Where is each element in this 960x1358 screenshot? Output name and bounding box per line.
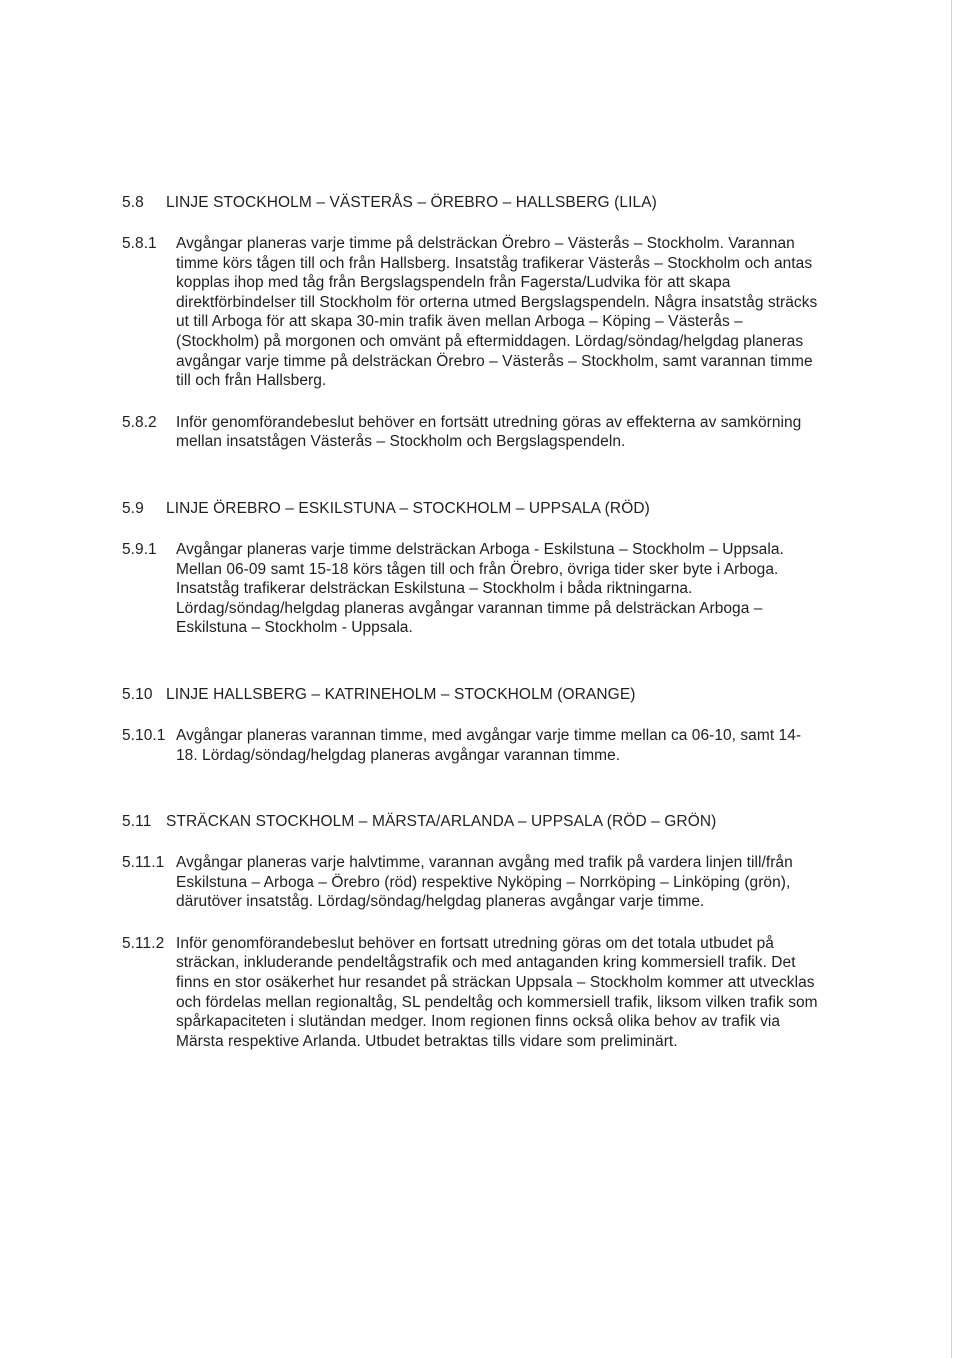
section-number: 5.11 bbox=[122, 813, 152, 831]
paragraph-number: 5.8.1 bbox=[122, 235, 157, 252]
paragraph-text: Inför genomförandebeslut behöver en fortsatt utredning göras om det totala utbudet på sträckan, inkluderande pendeltågstrafik och med antaganden kring kommersiell trafik. Det finns en stor osäkerhet hur resandet på sträckan Uppsala – Stockholm kommer att utvecklas och fördelas mellan regionaltåg, SL pendeltåg och kommersiell trafik, liksom vilken trafik som spårkapaciteten i slutändan medger. Inom regionen finns också olika behov av trafik via Märsta respektive Arlanda. Utbudet betraktas tills vidare som preliminärt. bbox=[176, 934, 818, 1050]
section-title: LINJE ÖREBRO – ESKILSTUNA – STOCKHOLM – UPPSALA (RÖD) bbox=[166, 499, 650, 517]
paragraph-number: 5.11.2 bbox=[122, 934, 165, 952]
page-edge-line bbox=[951, 0, 952, 1358]
section-heading-5-9 bbox=[122, 499, 822, 519]
section-title: LINJE STOCKHOLM – VÄSTERÅS – ÖREBRO – HALLSBERG (LILA) bbox=[166, 194, 657, 211]
paragraph-5-10-1 bbox=[122, 726, 822, 765]
paragraph-number: 5.10.1 bbox=[122, 726, 166, 744]
section-number: 5.8 bbox=[122, 194, 144, 211]
paragraph-number: 5.9.1 bbox=[122, 540, 157, 558]
paragraph-5-9-1 bbox=[122, 540, 822, 638]
paragraph-text: Avgångar planeras varannan timme, med avgångar varje timme mellan ca 06-10, samt 14-18. Lördag/söndag/helgdag planeras avgångar varannan timme. bbox=[176, 726, 802, 764]
section-heading-5-11 bbox=[122, 812, 822, 832]
paragraph-text: Avgångar planeras varje timme på delsträckan Örebro – Västerås – Stockholm. Varannan timme körs tågen till och från Hallsberg. Insatståg trafikerar Västerås – Stockholm och antas kopplas ihop med tåg från Bergslagspendeln från Fagersta/Ludvika för att skapa direktförbindelser till Stockholm för orterna utmed Bergslagspendeln. Några insatståg sträcks ut till Arboga för att skapa 30-min trafik även mellan Arboga – Köping – Västerås – (Stockholm) på morgonen och omvänt på eftermiddagen. Lördag/söndag/helgdag planeras avgångar varje timme på delsträckan Örebro – Västerås – Stockholm, samt varannan timme till och från Hallsberg. bbox=[176, 235, 818, 390]
document-body bbox=[122, 193, 822, 1051]
paragraph-5-11-2 bbox=[122, 934, 822, 1052]
section-number: 5.9 bbox=[122, 499, 144, 517]
section-title: LINJE HALLSBERG – KATRINEHOLM – STOCKHOLM (ORANGE) bbox=[166, 685, 636, 703]
paragraph-number: 5.11.1 bbox=[122, 854, 165, 872]
paragraph-5-8-1 bbox=[122, 234, 822, 391]
section-title: STRÄCKAN STOCKHOLM – MÄRSTA/ARLANDA – UPPSALA (RÖD – GRÖN) bbox=[166, 813, 717, 831]
paragraph-number: 5.8.2 bbox=[122, 413, 157, 431]
paragraph-text: Avgångar planeras varje timme delsträckan Arboga - Eskilstuna – Stockholm – Uppsala. Mellan 06-09 samt 15-18 körs tågen till och från Örebro, övriga tider sker byte i Arboga. Insatståg trafikerar delsträckan Eskilstuna – Stockholm i båda riktningarna. Lördag/söndag/helgdag planeras avgångar varannan timme på delsträckan Arboga – Eskilstuna – Stockholm - Uppsala. bbox=[176, 540, 784, 637]
paragraph-5-8-2 bbox=[122, 413, 822, 452]
section-heading-5-10 bbox=[122, 685, 822, 705]
paragraph-5-11-1 bbox=[122, 853, 822, 912]
section-number: 5.10 bbox=[122, 685, 153, 703]
paragraph-text: Avgångar planeras varje halvtimme, varannan avgång med trafik på vardera linjen till/från Eskilstuna – Arboga – Örebro (röd) respektive Nyköping – Norrköping – Linköping (grön), därutöver insatståg. Lördag/söndag/helgdag planeras avgångar varje timme. bbox=[176, 854, 793, 911]
paragraph-text: Inför genomförandebeslut behöver en fortsätt utredning göras av effekterna av samkörning mellan insatstågen Västerås – Stockholm och Bergslagspendeln. bbox=[176, 413, 802, 451]
section-heading-5-8 bbox=[122, 193, 822, 213]
